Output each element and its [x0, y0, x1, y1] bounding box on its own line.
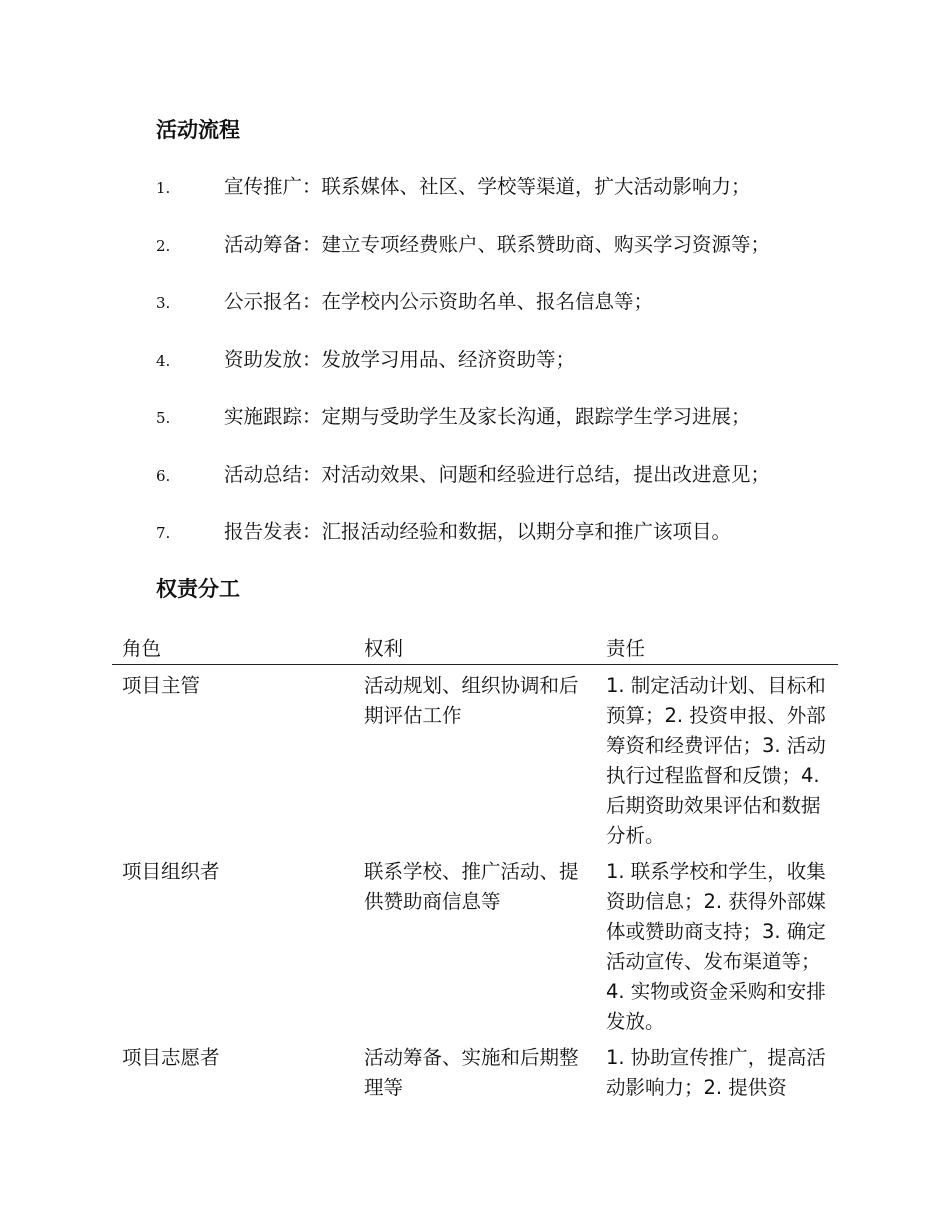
- process-step: [0, 343, 950, 401]
- process-step: [0, 228, 950, 286]
- step-text: 报告发表：汇报活动经验和数据，以期分享和推广该项目。: [224, 520, 732, 543]
- step-text: 宣传推广：联系媒体、社区、学校等渠道，扩大活动影响力；: [224, 175, 751, 198]
- cell-role: 项目组织者: [122, 860, 220, 883]
- step-text: 活动筹备：建立专项经费账户、联系赞助商、购买学习资源等；: [224, 232, 771, 256]
- table-row: [112, 665, 838, 852]
- step-number: 2.: [156, 236, 171, 255]
- step-number: 3.: [156, 294, 171, 312]
- step-text: 资助发放：发放学习用品、经济资助等；: [224, 347, 576, 371]
- cell-duty: 1. 制定活动计划、目标和预算；2. 投资申报、外部筹资和经费评估；3. 活动执行过程监督和反馈；4. 后期资助效果评估和数据分析。: [606, 674, 826, 847]
- step-number: 1.: [156, 179, 171, 197]
- header-rights: 权利: [354, 632, 596, 665]
- cell-rights: 活动筹备、实施和后期整理等: [364, 1046, 579, 1099]
- header-role: 角色: [112, 632, 354, 665]
- step-number: 4.: [156, 351, 171, 370]
- process-step: [0, 170, 950, 228]
- cell-role: 项目志愿者: [122, 1046, 220, 1069]
- table-header-row: [112, 632, 838, 665]
- cell-role: 项目主管: [122, 674, 201, 697]
- step-text: 公示报名：在学校内公示资助名单、报名信息等；: [224, 290, 654, 313]
- step-text: 实施跟踪：定期与受助学生及家长沟通，跟踪学生学习进展；: [224, 405, 751, 428]
- process-step: [0, 285, 950, 343]
- cell-duty: 1. 联系学校和学生，收集资助信息；2. 获得外部媒体或赞助商支持；3. 确定活动宣传、发布渠道等；4. 实物或资金采购和安排发放。: [606, 860, 826, 1033]
- step-number: 7.: [156, 524, 171, 542]
- process-step: [0, 515, 950, 573]
- roles-section-title: 权责分工: [156, 577, 240, 601]
- cell-rights: 活动规划、组织协调和后期评估工作: [364, 674, 579, 727]
- cell-rights: 联系学校、推广活动、提供赞助商信息等: [364, 860, 579, 913]
- process-step: [0, 458, 950, 516]
- process-step: [0, 400, 950, 458]
- step-number: 6.: [156, 466, 171, 485]
- process-section-title: 活动流程: [156, 118, 240, 142]
- table-row: [112, 851, 838, 1037]
- header-duty: 责任: [596, 632, 838, 665]
- table-row: [112, 1037, 838, 1103]
- roles-table: [112, 632, 838, 1103]
- process-step-list: [0, 170, 950, 573]
- cell-duty: 1. 协助宣传推广，提高活动影响力；2. 提供资: [606, 1046, 826, 1099]
- step-number: 5.: [156, 409, 171, 427]
- step-text: 活动总结：对活动效果、问题和经验进行总结，提出改进意见；: [224, 462, 771, 486]
